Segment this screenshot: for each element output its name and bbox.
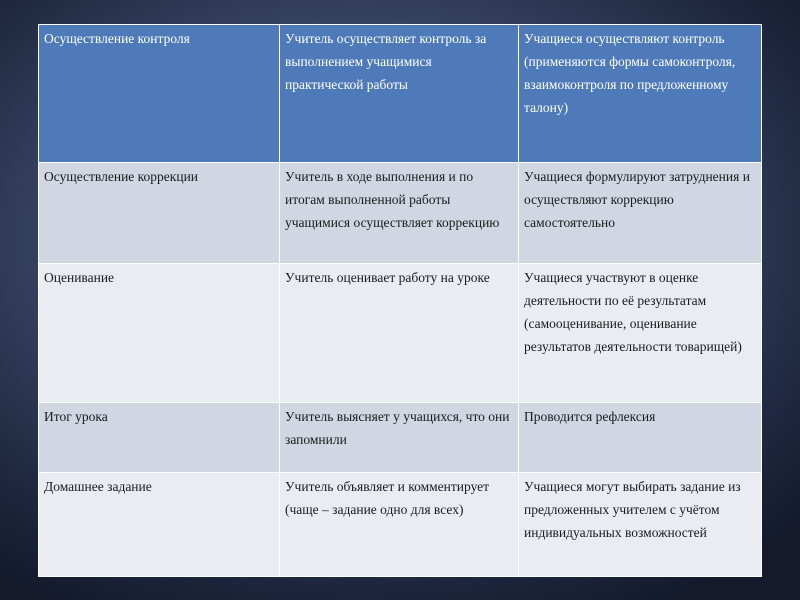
table-row: [39, 473, 762, 577]
stage-cell: Осуществление коррекции: [39, 163, 280, 264]
teacher-activity-cell: Учитель объявляет и комментирует (чаще – задание одно для всех): [280, 473, 519, 577]
teacher-activity-cell: Учитель в ходе выполнения и по итогам выполненной работы учащимися осуществляет коррекцию: [280, 163, 519, 264]
teacher-activity-cell: Учитель осуществляет контроль за выполнением учащимися практической работы: [280, 25, 519, 163]
teacher-activity-cell: Учитель оценивает работу на уроке: [280, 264, 519, 403]
table-row: [39, 25, 762, 163]
table-row: [39, 264, 762, 403]
lesson-stages-table: [38, 24, 762, 577]
student-activity-cell: Проводится рефлексия: [519, 403, 762, 473]
student-activity-cell: Учащиеся осуществляют контроль (применяются формы самоконтроля, взаимоконтроля по предложенному талону): [519, 25, 762, 163]
table-row: [39, 403, 762, 473]
stage-cell: Итог урока: [39, 403, 280, 473]
stage-cell: Домашнее задание: [39, 473, 280, 577]
student-activity-cell: Учащиеся формулируют затруднения и осуществляют коррекцию самостоятельно: [519, 163, 762, 264]
table-row: [39, 163, 762, 264]
stage-cell: Осуществление контроля: [39, 25, 280, 163]
student-activity-cell: Учащиеся могут выбирать задание из предложенных учителем с учётом индивидуальных возможностей: [519, 473, 762, 577]
stage-cell: Оценивание: [39, 264, 280, 403]
teacher-activity-cell: Учитель выясняет у учащихся, что они запомнили: [280, 403, 519, 473]
student-activity-cell: Учащиеся участвуют в оценке деятельности по её результатам (самооценивание, оценивание результатов деятельности товарищей): [519, 264, 762, 403]
